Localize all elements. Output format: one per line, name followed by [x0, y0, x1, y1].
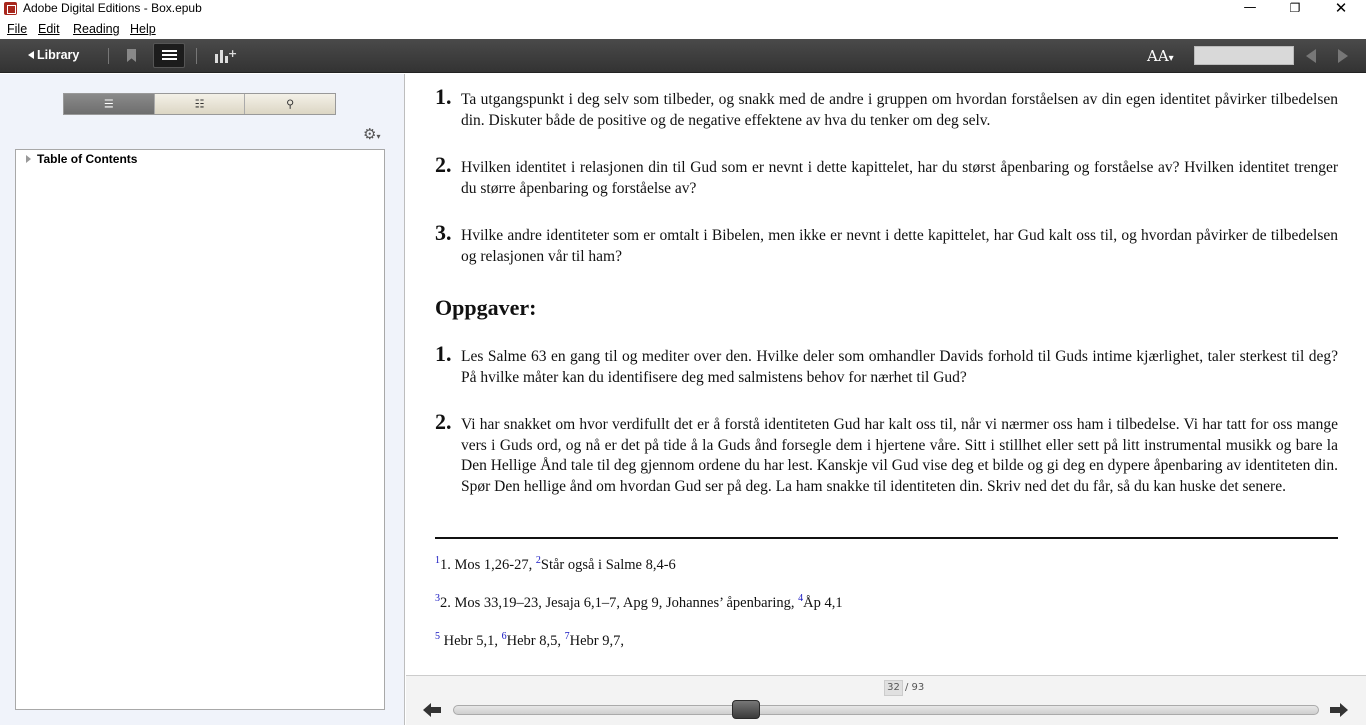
menu-edit[interactable]: Edit	[38, 22, 60, 36]
menu-bar	[0, 19, 1366, 39]
item-number: 2.	[435, 409, 452, 434]
toolbar-separator	[196, 48, 197, 64]
list-icon	[162, 50, 177, 52]
toolbar-separator	[108, 48, 109, 64]
expand-arrow-icon[interactable]	[26, 155, 31, 163]
footnote-link[interactable]: 5	[435, 631, 440, 642]
menu-reading[interactable]: Reading	[73, 22, 120, 36]
page-navigation-bar	[406, 675, 1366, 725]
item-text: Hvilken identitet i relasjonen din til Gud som er nevnt i dette kapittelet, har du størst åpenbaring og forståelse av? Hvilken identitet trenger du større åpenbaring og forståelse av?	[461, 159, 1338, 197]
minimize-button[interactable]: —	[1243, 0, 1257, 15]
item-number: 3.	[435, 220, 452, 245]
toc-list-icon: ☰	[103, 97, 114, 111]
item-number: 1.	[435, 84, 452, 109]
prev-page-arrow-icon[interactable]	[423, 703, 441, 717]
total-pages: / 93	[905, 682, 925, 693]
section-heading: Oppgaver:	[435, 295, 537, 320]
page-slider-track[interactable]	[453, 705, 1319, 715]
item-text: Vi har snakket om hvor verdifullt det er å forstå identiteten Gud har kalt oss til, når vi nærmer oss ham i tilbedelse. Vi har tatt for oss mange vers i Guds ord, og nå er det på tide å la Guds ånd forsegle dem i hjertene våre. Sitt i stillhet eller sett på litt instrumental musikk og bare la Den Hellige Ånd tale til deg gjennom ordene du har lest. Kanskje vil Gud vise deg et bilde og gi deg en dypere åpenbaring av identiteten din. Spør Den hellige ånd om hvordan Gud ser på deg. La ham snakke til identiteten din. Skriv ned det du får, så du kan huske det senere.	[461, 416, 1338, 495]
toc-tree	[15, 149, 385, 710]
next-page-icon[interactable]	[1338, 49, 1348, 63]
library-button[interactable]	[28, 48, 79, 62]
search-input[interactable]	[1194, 46, 1294, 65]
list-item	[435, 152, 1338, 199]
item-number: 2.	[435, 152, 452, 177]
maximize-button[interactable]: ❐	[1289, 1, 1301, 15]
item-text: Ta utgangspunkt i deg selv som tilbeder, og snakk med de andre i gruppen om hvordan forståelsen av din egen identitet påvirker tilbedelsen din. Diskuter både de positive og de negative effektene av hva du tenker om deg selv.	[461, 91, 1338, 129]
menu-file[interactable]: File	[7, 22, 28, 36]
footnote-link[interactable]: 3	[435, 593, 440, 604]
sidebar	[0, 74, 405, 725]
title-bar	[0, 0, 1366, 18]
tab-search[interactable]	[245, 94, 335, 114]
item-text: Hvilke andre identiteter som er omtalt i Bibelen, men ikke er nevnt i dette kapittelet, har Gud kalt oss til, og hvordan påvirker de tilbedelsen og relasjonen vår til ham?	[461, 227, 1338, 265]
close-button[interactable]: ✕	[1334, 0, 1348, 17]
prev-page-icon[interactable]	[1306, 49, 1316, 63]
page-slider-thumb[interactable]	[732, 700, 760, 719]
window-title: Adobe Digital Editions - Box.epub	[23, 1, 202, 15]
item-text: Les Salme 63 en gang til og mediter over den. Hvilke deler som omhandler Davids forhold til Guds intime kjærlighet, taler sterkest til deg? På hvilke måter kan du identifisere deg med salmistens behov for nærhet til Gud?	[461, 348, 1338, 386]
list-item	[435, 220, 1338, 267]
reading-pane	[406, 74, 1366, 674]
sidebar-view-switcher	[63, 93, 336, 115]
tab-toc[interactable]	[64, 94, 155, 114]
footnote-line: $^3$2. Mos 33,19–23, Jesaja 6,1–7, Apg 9, Johannes’ åpenbaring, $^4$Åp 4,1	[435, 593, 843, 611]
toolbar	[0, 39, 1366, 73]
app-icon	[4, 2, 17, 15]
list-item	[435, 341, 1338, 388]
tab-bookmarks[interactable]	[155, 94, 246, 114]
bookmark-icon[interactable]	[127, 49, 136, 62]
footnote-link[interactable]: 6	[501, 631, 507, 642]
footnote-divider	[435, 537, 1338, 539]
bookmark-list-icon: ☷	[194, 97, 205, 111]
next-page-arrow-icon[interactable]	[1330, 703, 1348, 717]
font-size-button[interactable]: AA▾	[1147, 47, 1174, 65]
list-item	[435, 409, 1338, 497]
footnote-link[interactable]: 7	[564, 631, 570, 642]
footnote-link[interactable]: 2	[535, 555, 541, 566]
footnote-link[interactable]: 1	[435, 555, 440, 566]
current-page-field[interactable]: 32	[884, 680, 903, 696]
toc-view-button[interactable]	[153, 43, 185, 68]
toc-root-item[interactable]: Table of Contents	[37, 152, 138, 166]
magnifier-icon: ⚲	[286, 97, 295, 111]
back-triangle-icon	[28, 51, 34, 59]
menu-help[interactable]: Help	[130, 22, 156, 36]
library-label: Library	[37, 48, 80, 62]
chart-add-icon[interactable]: +	[215, 49, 235, 63]
footnote-link[interactable]: 4	[798, 593, 804, 604]
footnote-line: $^5$ Hebr 5,1, $^6$Hebr 8,5, $^7$Hebr 9,7,	[435, 631, 624, 649]
gear-icon[interactable]: ⚙▾	[363, 125, 381, 143]
list-item	[435, 84, 1338, 131]
item-number: 1.	[435, 341, 452, 366]
footnote-line: $^1$1. Mos 1,26-27, $^2$Står også i Salme 8,4-6	[435, 555, 676, 573]
